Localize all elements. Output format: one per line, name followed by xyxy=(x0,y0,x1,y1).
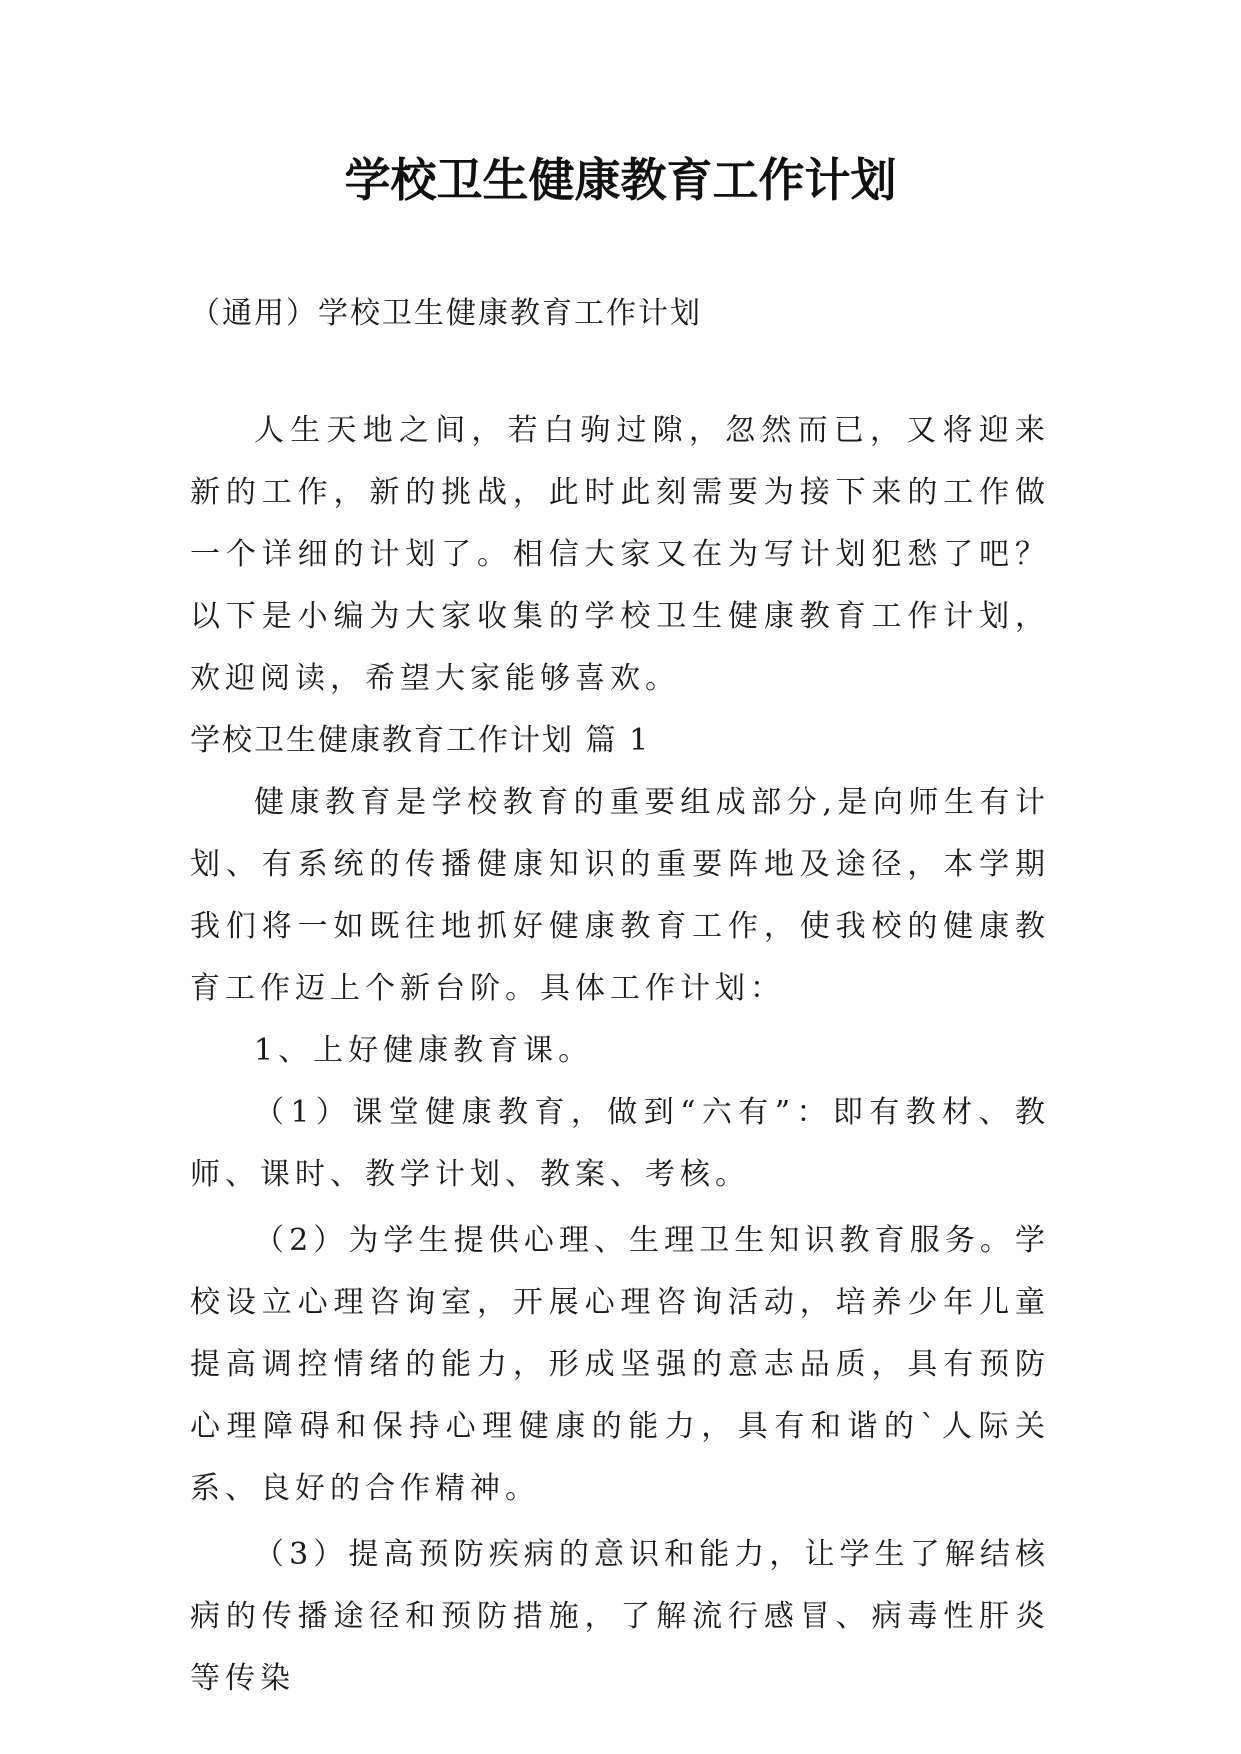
list-item: （1）课堂健康教育，做到“六有”：即有教材、教师、课时、教学计划、教案、考核。 xyxy=(190,1095,1050,1192)
document-body xyxy=(190,400,1050,1710)
list-item: （2）为学生提供心理、生理卫生知识教育服务。学校设立心理咨询室，开展心理咨询活动，培养少年儿童提高调控情绪的能力，形成坚强的意志品质，具有预防心理障碍和保持心理健康的能力，具有和谐的`人际关系、良好的合作精神。 xyxy=(190,1223,1050,1506)
list-item: 1、上好健康教育课。 xyxy=(254,1033,594,1068)
list-item: （3）提高预防疾病的意识和能力，让学生了解结核病的传播途径和预防措施，了解流行感冒、病毒性肝炎等传染 xyxy=(190,1537,1050,1696)
document-subtitle: （通用）学校卫生健康教育工作计划 xyxy=(190,296,702,331)
intro-paragraph: 人生天地之间，若白驹过隙，忽然而已，又将迎来新的工作，新的挑战，此时此刻需要为接下来的工作做一个详细的计划了。相信大家又在为写计划犯愁了吧？以下是小编为大家收集的学校卫生健康教育工作计划，欢迎阅读，希望大家能够喜欢。 xyxy=(190,413,1050,696)
document-title: 学校卫生健康教育工作计划 xyxy=(344,153,897,207)
body-paragraph: 健康教育是学校教育的重要组成部分,是向师生有计划、有系统的传播健康知识的重要阵地及途径，本学期我们将一如既往地抓好健康教育工作，使我校的健康教育工作迈上个新台阶。具体工作计划： xyxy=(190,785,1050,1006)
section-heading: 学校卫生健康教育工作计划 篇 1 xyxy=(190,723,651,758)
